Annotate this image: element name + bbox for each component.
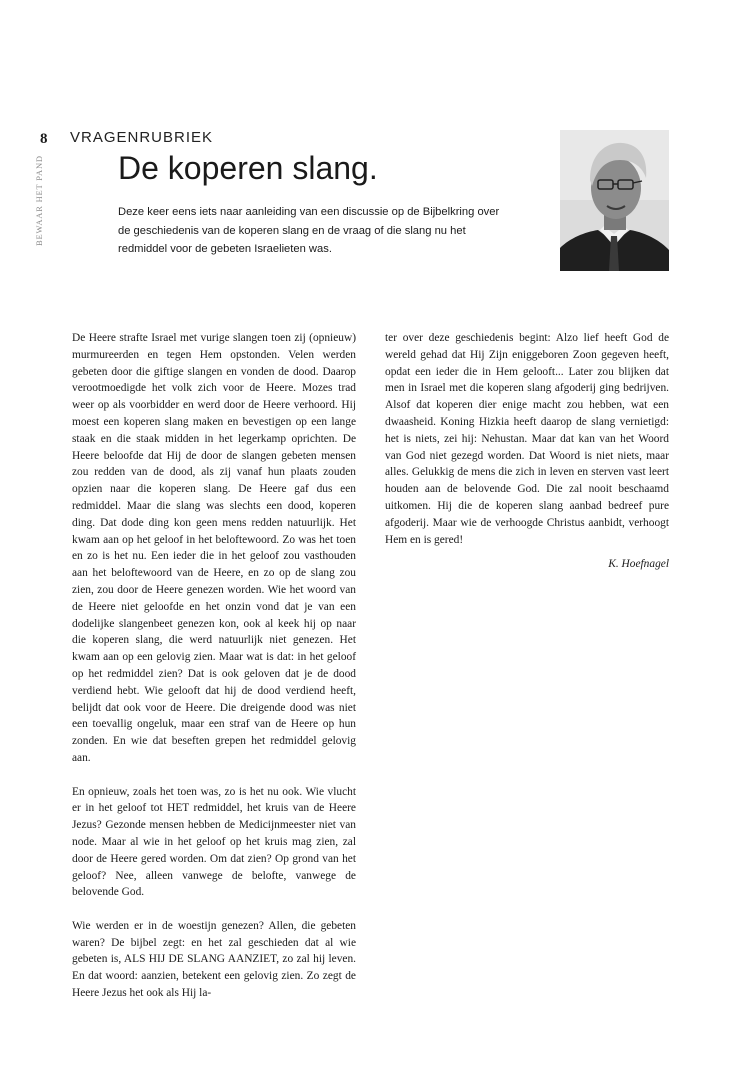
body-paragraph: Wie werden er in de woestijn genezen? Allen, die gebeten waren? De bijbel zegt: en het zal geschieden dat al wie gebeten is, ALS HIJ DE SLANG AANZIET, zo zal hij leven. En dat woord: aanzien, betekent een gelovig zien. Zo zegt de Heere Jezus het ook als Hij la- [72,919,356,1000]
article-title: De koperen slang. [118,150,378,186]
body-paragraph: De Heere strafte Israel met vurige slangen toen zij (opnieuw) murmureerden en tegen Hem opstonden. Velen werden gebeten door die giftige slangen en vonden de dood. Daarop verootmoedigde het volk zich voor de Heere. Mozes trad weer op als voorbidder en werd door de Heere verhoord. Hij moest een koperen slang maken en bevestigen op een lange staak en die staak midden in het legerkamp oprichten. De Heere beloofde dat Hij de door de slangen gebeten mensen zou redden van de dood, als zij vanaf hun plaats zouden opzien naar die koperen slang. De Heere gaf dus een redmiddel. Maar die slang was slechts een dood, koperen ding. Dat dode ding kon geen mens redden natuurlijk. Het kwam aan op het geloof in het beloftewoord. Zo was het toen en zo is het nu. Een ieder die in het geloof zou vasthouden aan het beloftewoord van de Heere, en zo op de slang zou zien, zou door de Heere genezen worden. Wie het woord van de Heere niet geloofde en het onzin vond dat je van een dodelijke slangenbeet genezen kon, ook al keek hij op naar die koperen slang, die werd natuurlijk niet genezen. Het kwam aan op een gelovig zien. Maar wat is dat: in het geloof op het redmiddel zien? Dat is ook geloven dat je de dood verdiend hebt. Wie gelooft dat hij de dood verdiend heeft, belijdt dat ook voor de Heere. Die dreigende dood was niet een toevallig ongeluk, maar een straf van de Heere op hun zonden. En wie dat beseften grepen het redmiddel gelovig aan. [72,332,356,764]
body-paragraph: ter over deze geschiedenis begint: Alzo lief heeft God de wereld gehad dat Hij Zijn eniggeboren Zoon gegeven heeft, opdat een ieder die in Hem gelooft... Later zou blijken dat men in Israel met die koperen slang afgoderij ging bedrijven. Alsof dat koperen dier enige macht zou hebben, wat een dwaasheid. Koning Hizkia heeft daarop de slang vernietigd: het is niets, zei hij: Nehustan. Maar dat kan van het Woord van God niet gezegd worden. Dat Woord is niet niets, maar alles. Gelukkig de mens die zich in leven en sterven vast leert houden aan de belovende God. Die zal nooit beschaamd uitkomen. Hij die de koperen slang aanbad bedreef pure afgoderij. Maar wie de verhoogde Christus aanbidt, verhoogt Hem en is gered! [385,332,669,546]
body-paragraph: En opnieuw, zoals het toen was, zo is het nu ook. Wie vlucht er in het geloof tot HET redmiddel, het kruis van de Heere Jezus? Gezonde mensen hebben de Medicijnmeester niet van node. Maar al wie in het geloof op het kruis mag zien, zal door de Heere gered worden. Om dat zien? Op grond van het geloof? Nee, alleen vanwege de belofte, vanwege de belovende God. [72,785,356,899]
author-signature: K. Hoefnagel [608,558,669,571]
section-label: VRAGENRUBRIEK [70,129,214,146]
article-intro: Deze keer eens iets naar aanleiding van een discussie op de Bijbelkring over de geschiedenis van de koperen slang en de vraag of die slang nu het redmiddel voor de gebeten Israelieten was. [118,206,500,255]
author-portrait [560,130,669,271]
body-column-right [385,330,669,573]
running-head: BEWAAR HET PAND [34,155,44,246]
page-number: 8 [40,131,48,147]
body-column-left [72,330,356,1002]
